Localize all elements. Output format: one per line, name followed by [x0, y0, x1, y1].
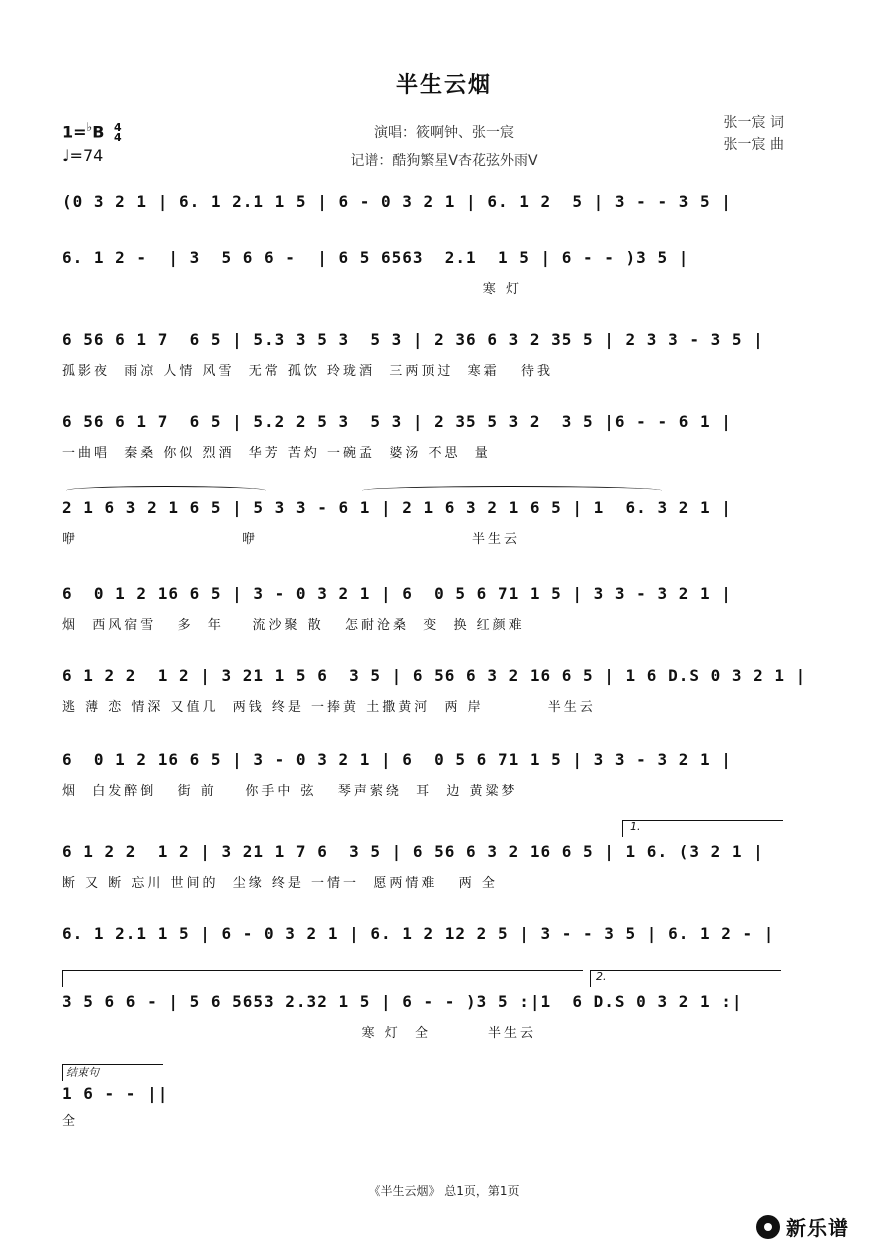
- logo-text: 新乐谱: [786, 1216, 849, 1240]
- first-ending-continuation: [62, 970, 583, 987]
- key-prefix: 1=: [62, 122, 87, 142]
- vinyl-record-icon: [756, 1215, 780, 1239]
- coda-label: 结束句: [66, 1066, 99, 1079]
- notation-line: 6. 1 2 - | 3 5 6 6 - | 6 5 6563 2.1 1 5 | 6 - - )3 5 |: [62, 248, 690, 267]
- lyrics-line: [62, 224, 784, 244]
- time-bottom: 4: [114, 130, 122, 144]
- lyrics-line: 断 又 断 忘川 世间的 尘缘 终是 一情一 愿两情难 两 全: [62, 876, 498, 891]
- lyrics-line: 咿 咿 半生云: [62, 532, 521, 547]
- lyricist-credit: 张一宸 词: [723, 115, 784, 131]
- phrase-slur: [66, 486, 266, 495]
- performers: 演唱：筱啊钟、张一宸: [374, 125, 514, 141]
- page-footer: 《半生云烟》 总1页，第1页: [368, 1184, 520, 1198]
- lyrics-line: 逃 薄 恋 情深 又值几 两钱 终是 一捧黄 土撒黄河 两 岸 半生云: [62, 700, 596, 715]
- transcriber: 记谱：酷狗繁星V杏花弦外雨V: [350, 153, 538, 169]
- site-logo: [756, 1212, 849, 1241]
- lyrics-line: 寒 灯: [62, 282, 522, 297]
- second-ending-label: 2.: [596, 970, 607, 983]
- notation-line: 6 1 2 2 1 2 | 3 21 1 5 6 3 5 | 6 56 6 3 2 16 6 5 | 1 6 D.S 0 3 2 1 |: [62, 666, 807, 685]
- lyrics-line: 全: [62, 1114, 79, 1129]
- quarter-note-icon: ♩: [62, 146, 70, 165]
- coda-section: [62, 1064, 169, 1129]
- first-ending-bracket: [622, 820, 783, 837]
- notation-line: (0 3 2 1 | 6. 1 2.1 1 5 | 6 - 0 3 2 1 | 6. 1 2 5 | 3 - - 3 5 |: [62, 192, 732, 211]
- lyrics-line: 孤影夜 雨凉 人情 风雪 无常 孤饮 玲珑酒 三两顶过 寒霜 待我: [62, 364, 553, 379]
- phrase-slur: [362, 486, 662, 495]
- notation-line: 2 1 6 3 2 1 6 5 | 5 3 3 - 6 1 | 2 1 6 3 2 1 6 5 | 1 6. 3 2 1 |: [62, 498, 732, 517]
- notation-line: 6 1 2 2 1 2 | 3 21 1 7 6 3 5 | 6 56 6 3 2 16 6 5 | 1 6. (3 2 1 |: [62, 842, 764, 861]
- lyrics-line: 烟 白发醉倒 街 前 你手中 弦 琴声萦绕 耳 边 黄粱梦: [62, 784, 518, 799]
- flat-sign: ♭: [86, 120, 93, 134]
- lyrics-line: 寒 灯 全 半生云: [62, 1026, 537, 1041]
- notation-line: 6 56 6 1 7 6 5 | 5.2 2 5 3 5 3 | 2 35 5 3 2 3 5 |6 - - 6 1 |: [62, 412, 732, 431]
- notation-line: 1 6 - - ||: [62, 1084, 169, 1103]
- notation-line: 6. 1 2.1 1 5 | 6 - 0 3 2 1 | 6. 1 2 12 2 5 | 3 - - 3 5 | 6. 1 2 - |: [62, 924, 775, 943]
- key-note: B: [92, 122, 105, 142]
- lyrics-line: 烟 西风宿雪 多 年 流沙聚 散 怎耐沧桑 变 换 红颜难: [62, 618, 525, 633]
- notation-line: 6 0 1 2 16 6 5 | 3 - 0 3 2 1 | 6 0 5 6 71 1 5 | 3 3 - 3 2 1 |: [62, 750, 732, 769]
- composer-credit: 张一宸 曲: [723, 137, 784, 153]
- tempo-value: =74: [69, 146, 104, 165]
- page-title: 半生云烟: [395, 73, 492, 98]
- second-ending-bracket: [590, 970, 781, 987]
- notation-line: 6 0 1 2 16 6 5 | 3 - 0 3 2 1 | 6 0 5 6 71 1 5 | 3 3 - 3 2 1 |: [62, 584, 732, 603]
- notation-line: 6 56 6 1 7 6 5 | 5.3 3 5 3 5 3 | 2 36 6 3 2 35 5 | 2 3 3 - 3 5 |: [62, 330, 764, 349]
- time-top: 4: [114, 120, 122, 134]
- notation-line: 3 5 6 6 - | 5 6 5653 2.32 1 5 | 6 - - )3 5 :|1 6 D.S 0 3 2 1 :|: [62, 992, 743, 1011]
- lyrics-line: 一曲唱 秦桑 你似 烈酒 华芳 苦灼 一碗孟 婆汤 不思 量: [62, 446, 491, 461]
- first-ending-label: 1.: [630, 820, 641, 833]
